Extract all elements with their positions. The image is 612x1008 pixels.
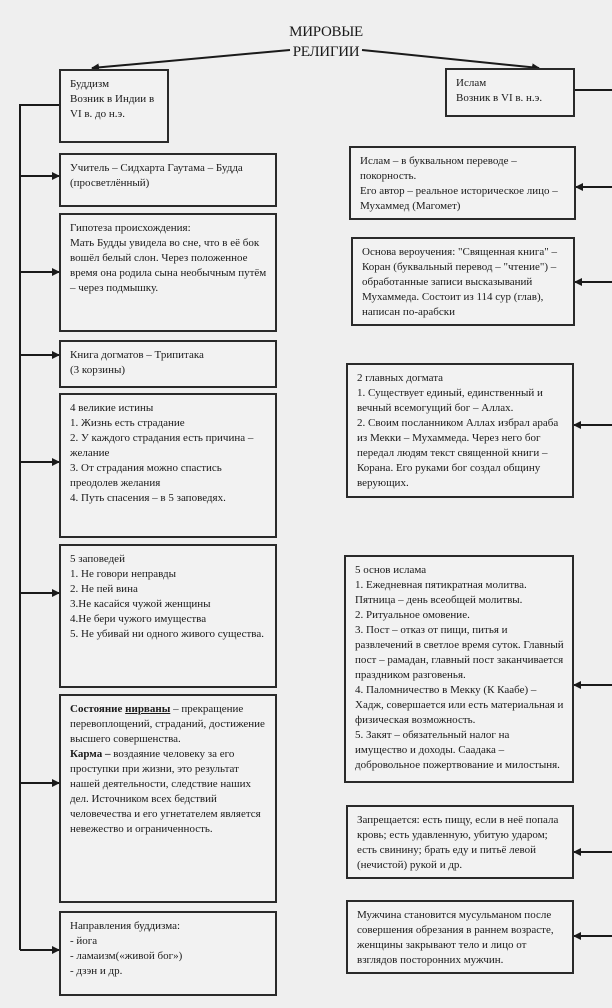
box-text: 5 заповедей bbox=[70, 553, 125, 565]
box-text: 4. Паломничество в Мекку (К Каабе) – Хадж, совершается или есть материальная и физическая возможность. bbox=[355, 684, 564, 726]
buddhism-truths-box bbox=[59, 393, 277, 538]
box-text: - йога bbox=[70, 935, 98, 947]
box-text: 2. Не пей вина bbox=[70, 583, 138, 595]
box-text: 4.Не бери чужого имущества bbox=[70, 613, 207, 625]
box-text: 3.Не касайся чужой женщины bbox=[70, 598, 211, 610]
box-text: Гипотеза происхождения: bbox=[70, 222, 191, 234]
buddhism-origin-box bbox=[59, 213, 277, 332]
buddhism-nirvana-karma-box bbox=[59, 694, 277, 903]
buddhism-teacher-box bbox=[59, 153, 277, 207]
buddhism-commandments-box bbox=[59, 544, 277, 688]
box-text: Направления буддизма: bbox=[70, 920, 181, 932]
box-text bbox=[70, 702, 267, 747]
karma-definition: воздаяние человеку за его проступки при жизни, это результат нашей деятельности, следствие наших дел. Источником всех бедствий человечества и его угнетателем является невежество и ограниченность. bbox=[70, 748, 261, 835]
box-text: - дзэн и др. bbox=[70, 965, 123, 977]
box-text: Учитель – Сидхарта Гаутама – Будда (просветлённый) bbox=[70, 162, 243, 189]
box-text: 1. Ежедневная пятикратная молитва. Пятница – день всеобщей молитвы. bbox=[355, 579, 527, 606]
box-text: Возник в Индии в bbox=[70, 93, 155, 105]
box-text: 2. Своим посланником Аллах избрал араба из Мекки – Мухаммеда. Через него бог передал людям текст священной книги – Корана. Его руками бог создал общину верующих. bbox=[357, 417, 559, 489]
islam-creed-box bbox=[351, 237, 575, 326]
box-text: Мужчина становится мусульманом после совершения обрезания в раннем возрасте, женщины закрывают тело и лицо от взглядов посторонних мужчин. bbox=[357, 909, 554, 966]
box-text: 2. Ритуальное омовение. bbox=[355, 609, 470, 621]
buddhism-trunk-line bbox=[20, 105, 59, 950]
box-text: (3 корзины) bbox=[70, 364, 126, 376]
box-text: Основа вероучения: "Священная книга" – Коран (буквальный перевод – "чтение") – обработанные записи высказываний Мухаммеда. Состоит из 114 сур (глав), написан по-арабски bbox=[362, 246, 558, 318]
term-karma: Карма – bbox=[70, 748, 111, 760]
box-text: Ислам – в буквальном переводе – покорность. bbox=[360, 155, 517, 182]
box-text: 2 главных догмата bbox=[357, 372, 444, 384]
term-nirvana: нирваны bbox=[125, 703, 171, 715]
box-text: 5 основ ислама bbox=[355, 564, 427, 576]
box-text: 4 великие истины bbox=[70, 402, 154, 414]
islam-meaning-box bbox=[349, 146, 576, 220]
islam-customs-box bbox=[346, 900, 574, 974]
box-text: - ламаизм(«живой бог») bbox=[70, 950, 183, 962]
islam-header-box bbox=[445, 68, 575, 117]
box-text: Возник в VI в. н.э. bbox=[456, 92, 543, 104]
box-text: 1. Существует единый, единственный и вечный всемогущий бог – Аллах. bbox=[357, 387, 543, 414]
nirvana-definition: – прекращение перевоплощений, страданий, достижение высшего совершенства. bbox=[70, 703, 265, 745]
box-text: 4. Путь спасения – в 5 заповедях. bbox=[70, 492, 226, 504]
islam-dogmas-box bbox=[346, 363, 574, 498]
box-text: 1. Жизнь есть страдание bbox=[70, 417, 185, 429]
box-text: 1. Не говори неправды bbox=[70, 568, 177, 580]
box-text: Буддизм bbox=[70, 78, 110, 90]
box-text bbox=[70, 747, 267, 837]
box-text: 3. От страдания можно спастись преодолев желания bbox=[70, 462, 222, 489]
buddhism-header-box bbox=[59, 69, 169, 143]
islam-pillars-box bbox=[344, 555, 574, 783]
box-text: Его автор – реальное историческое лицо – Мухаммед (Магомет) bbox=[360, 185, 558, 212]
term-nirvana-label: Состояние bbox=[70, 703, 123, 715]
box-text: 5. Не убивай ни одного живого существа. bbox=[70, 628, 264, 640]
buddhism-book-box bbox=[59, 340, 277, 388]
diagram-title bbox=[276, 22, 376, 62]
islam-prohibitions-box bbox=[346, 805, 574, 879]
box-text: Ислам bbox=[456, 77, 487, 89]
arrow-to-buddhism bbox=[92, 50, 290, 68]
title-line: МИРОВЫЕ bbox=[289, 24, 363, 40]
buddhism-directions-box bbox=[59, 911, 277, 996]
box-text: Запрещается: есть пищу, если в неё попала кровь; есть удавленную, убитую ударом; есть свинину; брать еду и питьё левой (нечистой) рукой и др. bbox=[357, 814, 559, 871]
box-text: VI в. до н.э. bbox=[70, 108, 126, 120]
arrow-to-islam bbox=[362, 50, 539, 68]
box-text: Книга догматов – Трипитака bbox=[70, 349, 204, 361]
box-text: 5. Закят – обязательный налог на имущество и доходы. Саадака – добровольное пожертвование и милостыня. bbox=[355, 729, 560, 771]
box-text: Мать Будды увидела во сне, что в её бок вошёл белый слон. Через положенное время она родила сына необычным путём – через подмышку. bbox=[70, 237, 267, 294]
title-line: РЕЛИГИИ bbox=[292, 44, 360, 60]
box-text: 2. У каждого страдания есть причина – желание bbox=[70, 432, 254, 459]
box-text: 3. Пост – отказ от пищи, питья и развлечений в светлое время суток. Главный пост – рамадан, главный пост заканчивается праздником разговенья. bbox=[355, 624, 564, 681]
